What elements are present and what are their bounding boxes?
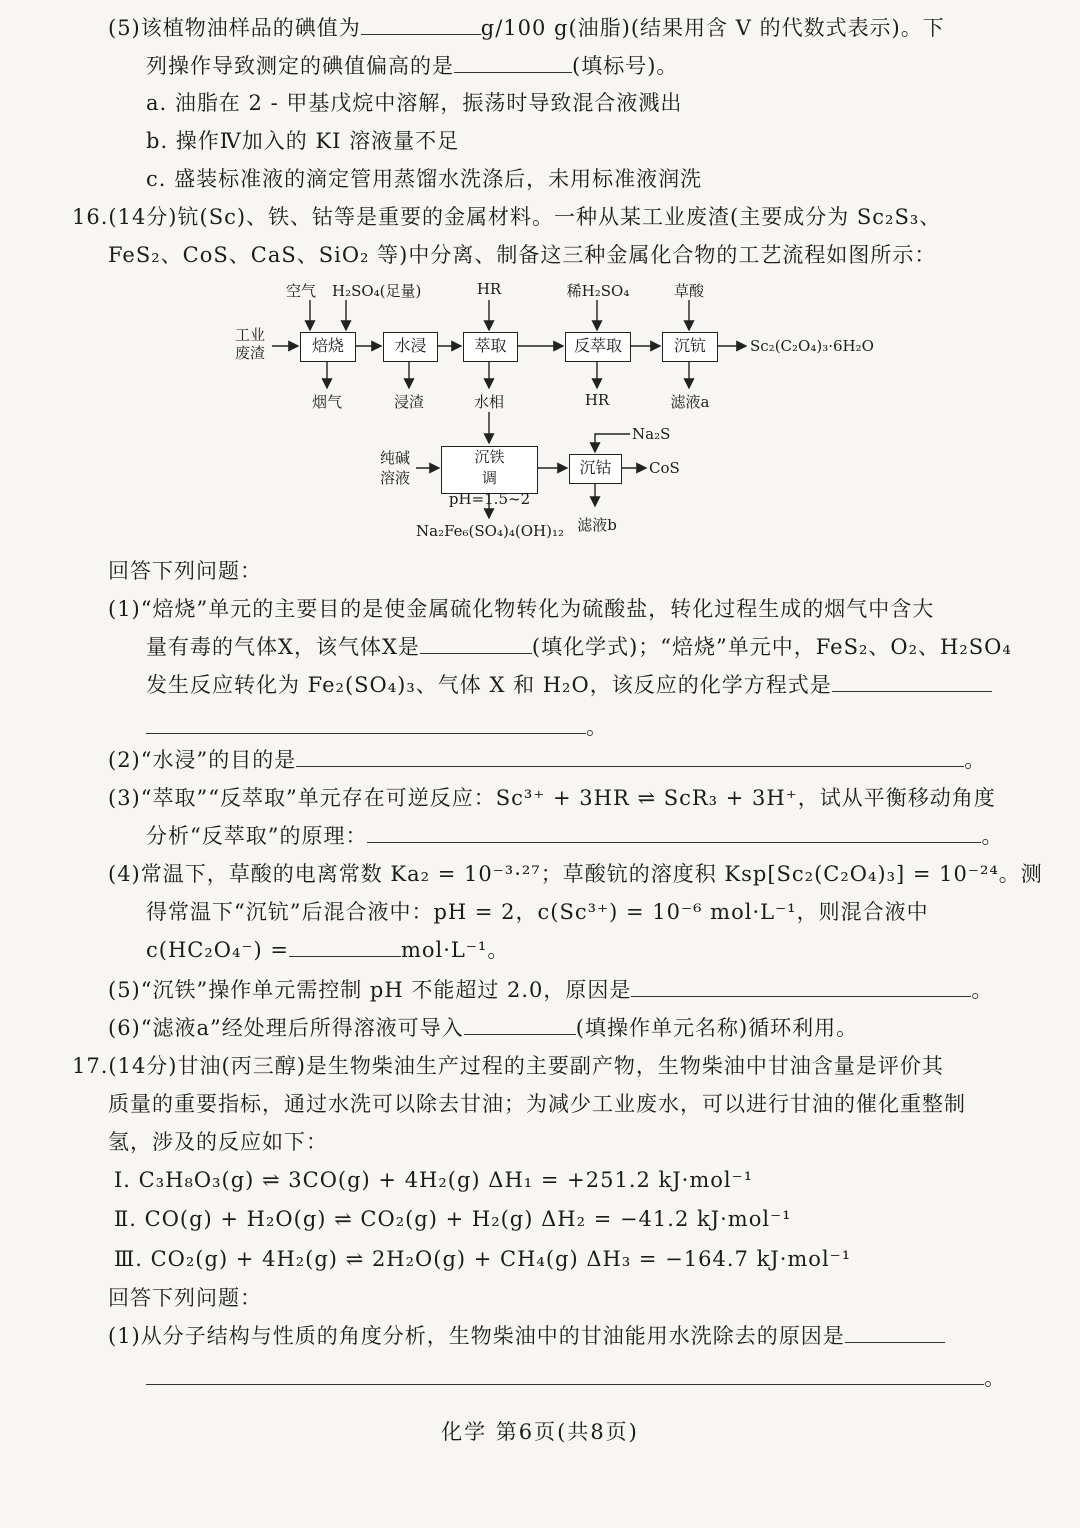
answer-blank[interactable] — [832, 671, 992, 692]
flow-top-label: 空气 — [285, 282, 316, 300]
answer-blank[interactable] — [289, 936, 401, 957]
flow-top-label: HR — [476, 280, 502, 298]
q16-p4-text-b: mol·L⁻¹。 — [400, 938, 510, 962]
q15-5-text-d: (填标号)。 — [572, 54, 679, 78]
answer-blank[interactable] — [146, 713, 586, 734]
q16-p3-line1: (3)“萃取”“反萃取”单元存在可逆反应：Sc³⁺ + 3HR ⇌ ScR₃ + 3H⁺，试从平衡移动角度 — [108, 786, 996, 810]
q15-option-a: a. 油脂在 2 - 甲基戊烷中溶解，振荡时导致混合液溅出 — [146, 91, 683, 115]
q17-p1-text: (1)从分子结构与性质的角度分析，生物柴油中的甘油能用水洗除去的原因是 — [108, 1324, 845, 1348]
flow-step-sc-precipitation: 沉钪 — [662, 332, 718, 362]
q16-p5-text: (5)“沉铁”操作单元需控制 pH 不能超过 2.0，原因是 — [108, 978, 632, 1002]
flow-bottom-label: 烟气 — [311, 393, 342, 411]
process-flow-arrows — [0, 0, 1080, 560]
flow-step-fe-precipitation: 沉铁 调pH=1.5~2 — [441, 446, 538, 494]
flow-input: 工业 废渣 — [234, 326, 265, 362]
q17-intro-line3: 氢，涉及的反应如下： — [108, 1130, 328, 1154]
answer-blank[interactable] — [464, 1014, 576, 1035]
q15-5-text-a: (5)该植物油样品的碘值为 — [108, 16, 361, 40]
flow-step-back-extraction: 反萃取 — [565, 332, 631, 362]
q16-p1-line4 — [146, 713, 608, 741]
period: 。 — [971, 978, 994, 1002]
q17-reaction-1: Ⅰ. C₃H₈O₃(g) ⇌ 3CO(g) + 4H₂(g) ΔH₁ = +251.2 kJ·mol⁻¹ — [114, 1168, 754, 1192]
flow-step-co-precipitation: 沉钴 — [569, 454, 622, 484]
flow-fe-product: Na₂Fe₆(SO₄)₄(OH)₁₂ — [416, 522, 564, 540]
period: 。 — [984, 1366, 1006, 1390]
q16-p1-text-b: (填化学式)；“焙烧”单元中，FeS₂、O₂、H₂SO₄ — [531, 635, 1012, 659]
answer-blank[interactable] — [367, 822, 981, 843]
period: 。 — [964, 748, 987, 772]
q16-intro-line2: FeS₂、CoS、CaS、SiO₂ 等)中分离、制备这三种金属化合物的工艺流程如图所示： — [108, 243, 937, 267]
q17-p1-line2 — [146, 1364, 1006, 1392]
q17-p1-line1 — [108, 1322, 945, 1350]
answer-blank[interactable] — [146, 1364, 984, 1385]
q16-p2 — [108, 746, 986, 774]
period: 。 — [586, 715, 608, 739]
q17-intro-line2: 质量的重要指标，通过水洗可以除去甘油；为减少工业废水，可以进行甘油的催化重整制 — [108, 1092, 966, 1116]
q15-option-b: b. 操作Ⅳ加入的 KI 溶液量不足 — [146, 129, 460, 153]
q15-option-c: c. 盛装标准液的滴定管用蒸馏水洗涤后，未用标准液润洗 — [146, 167, 703, 191]
flow-step-extraction: 萃取 — [463, 332, 518, 362]
q16-answer-prompt: 回答下列问题： — [108, 559, 262, 583]
q16-p2-text: (2)“水浸”的目的是 — [108, 748, 297, 772]
q15-5-text-c: 列操作导致测定的碘值偏高的是 — [146, 54, 454, 78]
flow-co-product: CoS — [649, 459, 680, 477]
q16-p4-line1: (4)常温下，草酸的电离常数 Ka₂ = 10⁻³·²⁷；草酸钪的溶度积 Ksp[Sc₂(C₂O₄)₃] = 10⁻²⁴。测 — [108, 862, 1043, 886]
q16-p4-line3 — [146, 936, 509, 964]
q17-intro-line1: 17.(14分)甘油(丙三醇)是生物柴油生产过程的主要副产物，生物柴油中甘油含量是评价其 — [72, 1054, 944, 1078]
q16-p1-text-a: 量有毒的气体X，该气体X是 — [146, 635, 420, 659]
flow-product-sc: Sc₂(C₂O₄)₃·6H₂O — [750, 337, 874, 355]
answer-blank[interactable] — [845, 1322, 945, 1343]
flow-bottom-label: 浸渣 — [393, 393, 424, 411]
flow-step-roast: 焙烧 — [300, 332, 356, 362]
flow-bottom-label: 滤液a — [670, 393, 710, 411]
q16-p5 — [108, 976, 993, 1004]
answer-blank[interactable] — [296, 746, 964, 767]
flow-fe-reagent: 纯碱 溶液 — [379, 449, 410, 487]
q16-p1-line1: (1)“焙烧”单元的主要目的是使金属硫化物转化为硫酸盐，转化过程生成的烟气中含大 — [108, 597, 935, 621]
q17-reaction-2: Ⅱ. CO(g) + H₂O(g) ⇌ CO₂(g) + H₂(g) ΔH₂ = −41.2 kJ·mol⁻¹ — [114, 1207, 792, 1231]
q16-p4-line2: 得常温下“沉钪”后混合液中：pH = 2，c(Sc³⁺) = 10⁻⁶ mol·L⁻¹，则混合液中 — [146, 900, 929, 924]
flow-co-filtrate: 滤液b — [577, 516, 617, 534]
flow-bottom-label: HR — [584, 391, 610, 409]
q16-p6-text-a: (6)“滤液a”经处理后所得溶液可导入 — [108, 1016, 464, 1040]
q16-p1-line2 — [146, 633, 1012, 661]
q16-intro-line1: 16.(14分)钪(Sc)、铁、钴等是重要的金属材料。一种从某工业废渣(主要成分为 Sc₂S₃、 — [72, 205, 942, 229]
flow-step-water-leach: 水浸 — [383, 332, 438, 362]
period: 。 — [981, 824, 1004, 848]
q16-p3-text: 分析“反萃取”的原理： — [146, 824, 368, 848]
answer-blank[interactable] — [420, 633, 532, 654]
q16-p6-text-b: (填操作单元名称)循环利用。 — [575, 1016, 859, 1040]
flow-top-label: H₂SO₄(足量) — [332, 282, 422, 300]
q16-p3-line2 — [146, 822, 1003, 850]
q16-p1-text-c: 发生反应转化为 Fe₂(SO₄)₃、气体 X 和 H₂O，该反应的化学方程式是 — [146, 673, 832, 697]
flow-top-label: 草酸 — [673, 282, 704, 300]
q16-p6 — [108, 1014, 858, 1042]
flow-co-reagent: Na₂S — [632, 425, 671, 443]
flow-bottom-label: 水相 — [473, 393, 504, 411]
q15-5-text-b: g/100 g(油脂)(结果用含 V 的代数式表示)。下 — [480, 16, 945, 40]
q17-answer-prompt: 回答下列问题： — [108, 1286, 262, 1310]
page-footer: 化学 第6页(共8页) — [441, 1420, 639, 1444]
q16-p1-line3 — [146, 671, 992, 699]
flow-top-label: 稀H₂SO₄ — [566, 282, 630, 300]
q16-p4-text-a: c(HC₂O₄⁻) = — [146, 938, 289, 962]
answer-blank[interactable] — [631, 976, 971, 997]
q17-reaction-3: Ⅲ. CO₂(g) + 4H₂(g) ⇌ 2H₂O(g) + CH₄(g) ΔH₃ = −164.7 kJ·mol⁻¹ — [114, 1247, 852, 1271]
